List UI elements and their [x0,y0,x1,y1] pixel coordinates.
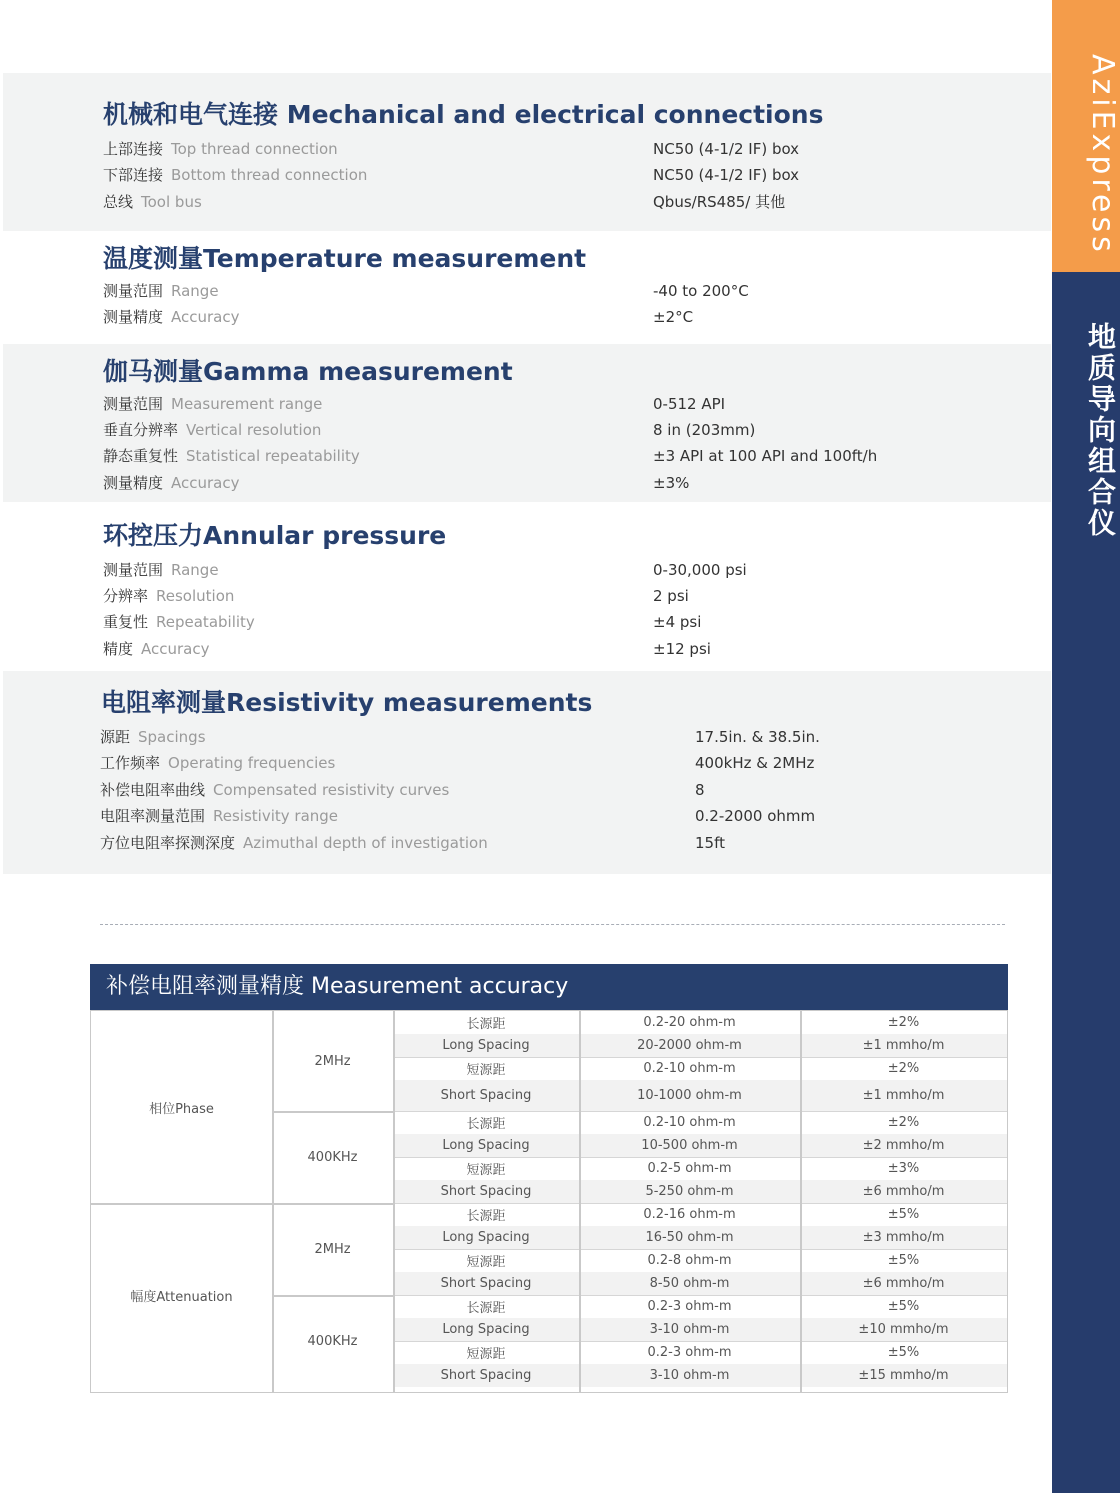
section-title: 机械和电气连接 Mechanical and electrical connections [103,100,824,129]
spec-row: 分辨率 Resolution 2 psi [103,587,689,605]
range-cell: 10-1000 ohm-m [579,1080,800,1111]
accuracy-table [90,1010,1008,1393]
dashed-divider [100,924,1005,925]
section-title: 电阻率测量Resistivity measurements [101,688,593,717]
spacing-cell: Short Spacing [393,1364,579,1387]
range-cell: 0.2-10 ohm-m [643,1061,736,1076]
accuracy-cell: ±3 mmho/m [800,1226,1007,1249]
section-title: 环控压力Annular pressure [103,521,447,550]
spec-row: 补偿电阻率曲线 Compensated resistivity curves 8 [100,781,705,799]
spec-row: 静态重复性 Statistical repeatability ±3 API at 100 API and 100ft/h [103,447,878,465]
section-annular-pressure [3,502,1051,671]
spacing-cell: 长源距 [466,1209,506,1224]
spec-row: 垂直分辨率 Vertical resolution 8 in (203mm) [103,421,756,439]
spec-row: 精度 Accuracy ±12 psi [103,640,711,658]
column-divider [393,1011,395,1392]
range-cell: 0.2-8 ohm-m [647,1253,732,1268]
accuracy-cell: ±15 mmho/m [800,1364,1007,1387]
spacing-cell: 短源距 [466,1063,506,1078]
spec-row: 下部连接 Bottom thread connection NC50 (4-1/2 IF) box [103,166,800,184]
spacing-cell: Long Spacing [393,1034,579,1057]
accuracy-cell: ±2 mmho/m [800,1134,1007,1157]
spec-row: 工作频率 Operating frequencies 400kHz & 2MHz [100,754,815,772]
spec-row: 测量范围 Measurement range 0-512 API [103,395,726,413]
range-cell: 0.2-16 ohm-m [643,1207,736,1222]
spec-row: 上部连接 Top thread connection NC50 (4-1/2 IF) box [103,140,800,158]
spacing-cell: Short Spacing [393,1080,579,1111]
range-cell: 0.2-3 ohm-m [647,1299,732,1314]
spec-row: 测量精度 Accuracy ±3% [103,474,690,492]
frequency-cell: 400KHz [307,1333,358,1349]
spec-row: 总线 Tool bus Qbus/RS485/ 其他 [103,193,786,211]
accuracy-cell: ±10 mmho/m [800,1318,1007,1341]
section-title: 温度测量Temperature measurement [103,244,587,273]
range-cell: 0.2-3 ohm-m [647,1345,732,1360]
accuracy-cell: ±5% [887,1299,920,1314]
spacing-cell: Long Spacing [393,1134,579,1157]
accuracy-cell: ±5% [887,1253,920,1268]
range-cell: 3-10 ohm-m [579,1364,800,1387]
range-cell: 0.2-20 ohm-m [643,1015,736,1030]
column-divider [272,1011,274,1392]
range-cell: 16-50 ohm-m [579,1226,800,1249]
measurement-type-cell: 幅度Attenuation [130,1289,233,1305]
spec-row: 测量范围 Range -40 to 200°C [103,282,749,300]
frequency-cell: 2MHz [314,1241,351,1257]
range-cell: 3-10 ohm-m [579,1318,800,1341]
spec-row: 电阻率测量范围 Resistivity range 0.2-2000 ohmm [100,807,816,825]
spacing-cell: 短源距 [466,1347,506,1362]
range-cell: 5-250 ohm-m [579,1180,800,1203]
spec-row: 测量范围 Range 0-30,000 psi [103,561,747,579]
spec-row: 方位电阻率探测深度 Azimuthal depth of investigation 15ft [100,834,725,852]
column-divider [800,1011,802,1392]
spec-row: 测量精度 Accuracy ±2°C [103,308,694,326]
spacing-cell: 短源距 [466,1255,506,1270]
accuracy-cell: ±1 mmho/m [800,1034,1007,1057]
section-title: 伽马测量Gamma measurement [103,357,513,386]
product-title: 地质导向组合仪 [1084,322,1117,539]
range-cell: 8-50 ohm-m [579,1272,800,1295]
spacing-cell: Long Spacing [393,1226,579,1249]
accuracy-cell: ±5% [887,1207,920,1222]
accuracy-cell: ±1 mmho/m [800,1080,1007,1111]
spacing-cell: Short Spacing [393,1272,579,1295]
range-cell: 10-500 ohm-m [579,1134,800,1157]
spec-row: 重复性 Repeatability ±4 psi [103,613,702,631]
section-mechanical [3,73,1051,231]
accuracy-cell: ±6 mmho/m [800,1180,1007,1203]
measurement-type-cell: 相位Phase [149,1101,214,1117]
frequency-cell: 400KHz [307,1149,358,1165]
accuracy-cell: ±6 mmho/m [800,1272,1007,1295]
accuracy-cell: ±2% [887,1015,920,1030]
accuracy-table-title: 补偿电阻率测量精度 Measurement accuracy [90,964,1008,1010]
brand-name: AziExpress [1085,54,1120,256]
spacing-cell: Short Spacing [393,1180,579,1203]
section-temperature [3,231,1051,344]
spacing-cell: 长源距 [466,1017,506,1032]
spec-row: 源距 Spacings 17.5in. & 38.5in. [100,728,820,746]
spacing-cell: 长源距 [466,1117,506,1132]
range-cell: 20-2000 ohm-m [579,1034,800,1057]
frequency-cell: 2MHz [314,1053,351,1069]
range-cell: 0.2-10 ohm-m [643,1115,736,1130]
column-divider [579,1011,581,1392]
spacing-cell: Long Spacing [393,1318,579,1341]
spacing-cell: 短源距 [466,1163,506,1178]
accuracy-cell: ±3% [887,1161,920,1176]
accuracy-cell: ±2% [887,1061,920,1076]
accuracy-cell: ±2% [887,1115,920,1130]
range-cell: 0.2-5 ohm-m [647,1161,732,1176]
accuracy-cell: ±5% [887,1345,920,1360]
section-resistivity [3,671,1051,874]
section-gamma [3,344,1051,502]
spacing-cell: 长源距 [466,1301,506,1316]
